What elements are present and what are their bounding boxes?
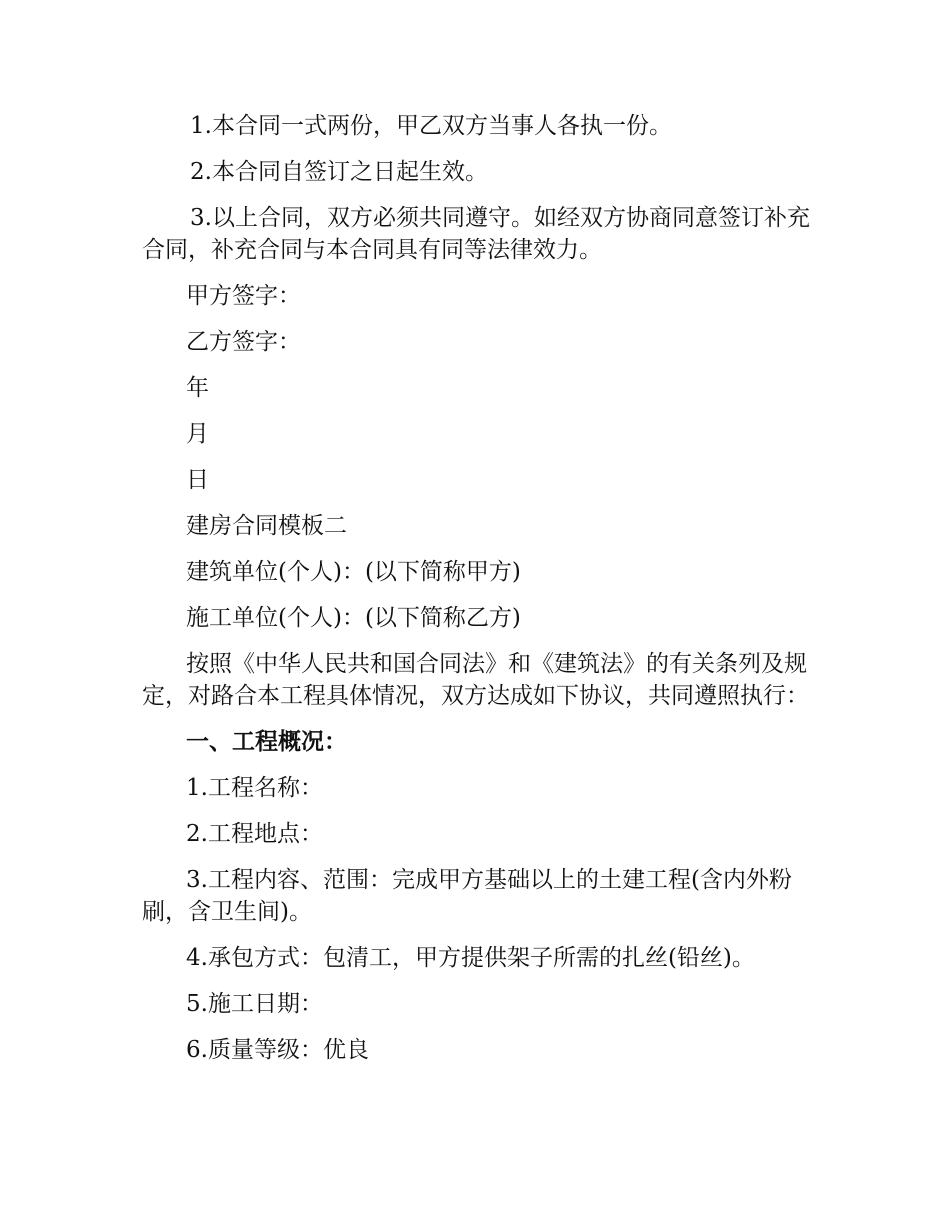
item-project-scope: 3.工程内容、范围：完成甲方基础以上的土建工程(含内外粉刷，含卫生间)。 [142, 867, 792, 925]
template-heading: 建房合同模板二 [186, 513, 347, 539]
party-b-signature: 乙方签字： [186, 329, 301, 355]
date-year: 年 [186, 375, 209, 401]
item-construction-date: 5.施工日期： [186, 991, 323, 1017]
clause-effective: 2.本合同自签订之日起生效。 [190, 159, 488, 185]
clause-copies: 1.本合同一式两份，甲乙双方当事人各执一份。 [190, 113, 672, 139]
item-project-name: 1.工程名称： [186, 775, 323, 801]
item-project-location: 2.工程地点： [186, 821, 323, 847]
section-heading-overview: 一、工程概况： [186, 728, 347, 755]
party-a-signature: 甲方签字： [186, 283, 301, 309]
date-month: 月 [186, 421, 209, 447]
item-quality-grade: 6.质量等级：优良 [186, 1037, 369, 1063]
item-contract-method: 4.承包方式：包清工，甲方提供架子所需的扎丝(铅丝)。 [186, 945, 755, 971]
document-body [142, 110, 814, 1080]
date-day: 日 [186, 467, 209, 493]
clause-supplement: 3.以上合同，双方必须共同遵守。如经双方协商同意签订补充合同，补充合同与本合同具有同等法律效力。 [142, 205, 810, 263]
preamble: 按照《中华人民共和国合同法》和《建筑法》的有关条列及规定，对路合本工程具体情况，双方达成如下协议，共同遵照执行： [142, 651, 809, 709]
contractor-party: 施工单位(个人)：(以下简称乙方) [186, 605, 521, 631]
builder-party: 建筑单位(个人)：(以下简称甲方) [186, 559, 521, 585]
